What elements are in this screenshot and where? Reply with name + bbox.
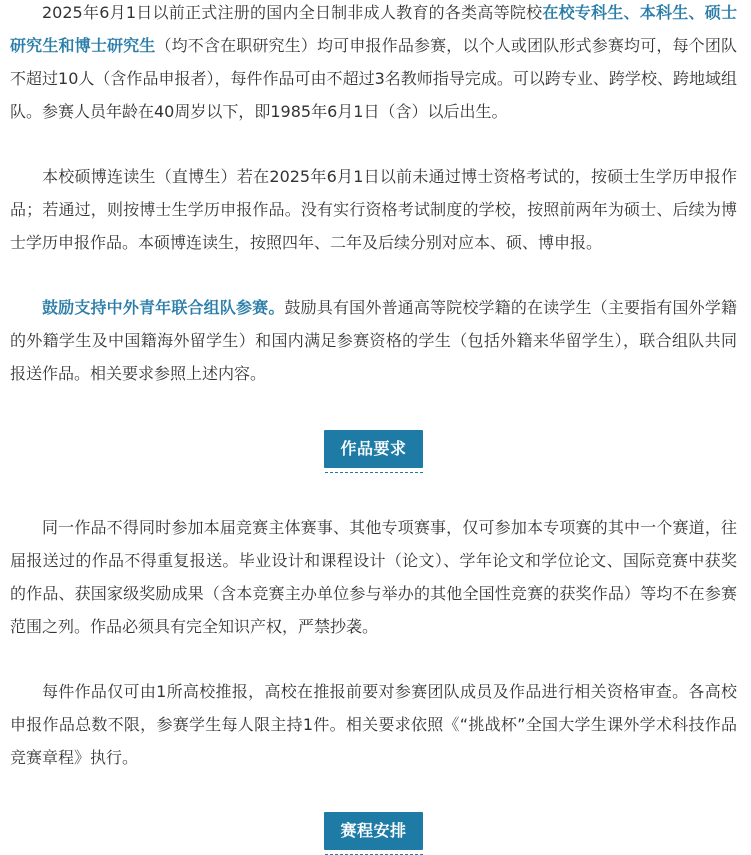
international-paragraph — [10, 291, 737, 390]
spacer — [10, 473, 737, 511]
eligibility-text-2: （均不含在职研究生）均可申报作品参赛，以个人或团队形式参赛均可，每个团队不超过10人（含作品申报者），每件作品可由不超过3名教师指导完成。可以跨专业、跨学校、跨地域组队。参赛人员年龄在40周岁以下，即1985年6月1日（含）以后出生。 — [10, 36, 737, 121]
international-highlight: 鼓励支持中外青年联合组队参赛。 — [42, 298, 285, 317]
dashed-underline — [325, 472, 423, 473]
section-badge-work-requirements: 作品要求 — [324, 430, 422, 468]
eligible-students-highlight: 在校专科生、本科生、硕士研究生和博士研究生 — [10, 3, 737, 55]
eligibility-paragraph — [10, 0, 737, 128]
section-badge-schedule: 赛程安排 — [324, 812, 422, 850]
eligibility-text-1: 2025年6月1日以前正式注册的国内全日制非成人教育的各类高等院校 — [42, 3, 543, 22]
recommendation-paragraph: 每件作品仅可由1所高校推报，高校在推报前要对参赛团队成员及作品进行相关资格审查。各高校申报作品总数不限，参赛学生每人限主持1件。相关要求依照《“挑战杯”全国大学生课外学术科技作品竞赛章程》执行。 — [10, 682, 737, 767]
spacer — [10, 774, 737, 812]
international-text: 鼓励具有国外普通高等院校学籍的在读学生（主要指有国外学籍的外籍学生及中国籍海外留学生）和国内满足参赛资格的学生（包括外籍来华留学生），联合组队共同报送作品。相关要求参照上述内容。 — [10, 298, 737, 383]
spacer — [10, 643, 737, 675]
work-rules-paragraph: 同一作品不得同时参加本届竞赛主体赛事、其他专项赛事，仅可参加本专项赛的其中一个赛道，往届报送过的作品不得重复报送。毕业设计和课程设计（论文）、学年论文和学位论文、国际竞赛中获奖的作品、获国家级奖励成果（含本竞赛主办单位参与举办的其他全国性竞赛的获奖作品）等均不在参赛范围之列。作品必须具有完全知识产权，严禁抄袭。 — [10, 518, 737, 636]
masters-phd-paragraph: 本校硕博连读生（直博生）若在2025年6月1日以前未通过博士资格考试的，按硕士生学历申报作品；若通过，则按博士生学历申报作品。没有实行资格考试制度的学校，按照前两年为硕士、后续为博士学历申报作品。本硕博连读生，按照四年、二年及后续分别对应本、硕、博申报。 — [10, 167, 737, 252]
section-header-schedule — [10, 812, 737, 855]
spacer — [10, 128, 737, 160]
spacer — [10, 390, 737, 430]
spacer — [10, 259, 737, 291]
section-header-work-requirements — [10, 430, 737, 473]
